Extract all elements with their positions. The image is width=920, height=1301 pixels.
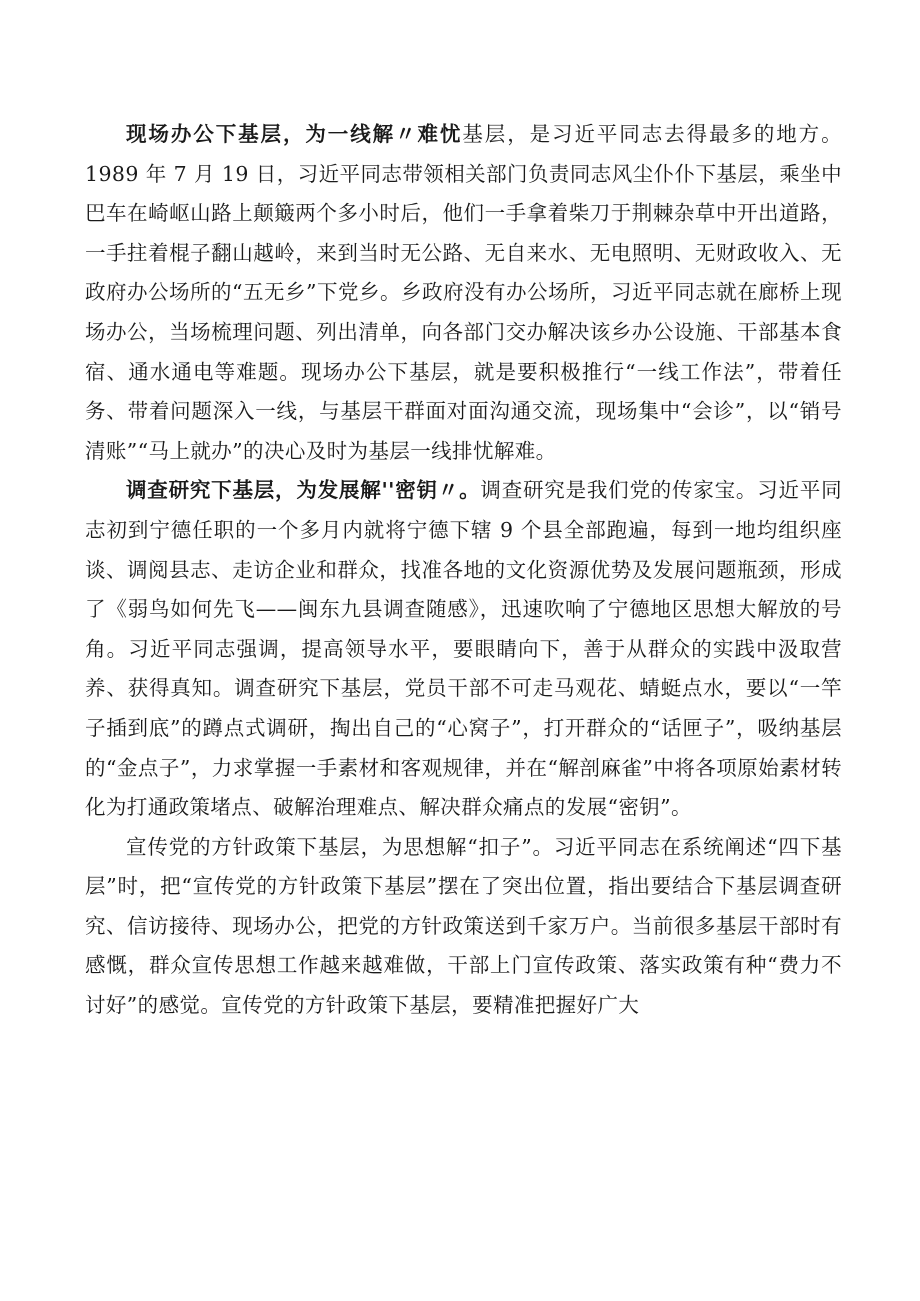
paragraph-investigation [85, 471, 842, 827]
paragraph-policy-publicity [85, 828, 842, 1026]
paragraph-body: 宣传党的方针政策下基层，为思想解“扣子”。习近平同志在系统阐述“四下基层”时，把“宣传党的方针政策下基层”摆在了突出位置，指出要结合下基层调查研究、信访接待、现场办公，把党的方针政策送到千家万户。当前很多基层干部时有感慨，群众宣传思想工作越来越难做，干部上门宣传政策、落实政策有种“费力不讨好”的感觉。宣传党的方针政策下基层，要精准把握好广大 [85, 834, 842, 1018]
paragraph-body: 调查研究是我们党的传家宝。习近平同志初到宁德任职的一个多月内就将宁德下辖 9 个县全部跑遍，每到一地均组织座谈、调阅县志、走访企业和群众，找准各地的文化资源优势及发展问题瓶颈，形成了《弱鸟如何先飞——闽东九县调查随感》，迅速吹响了宁德地区思想大解放的号角。习近平同志强调，提高领导水平，要眼睛向下，善于从群众的实践中汲取营养、获得真知。调查研究下基层，党员干部不可走马观花、蜻蜓点水，要以“一竿子插到底”的蹲点式调研，掏出自己的“心窝子”，打开群众的“话匣子”，吸纳基层的“金点子”，力求掌握一手素材和客观规律，并在“解剖麻雀”中将各项原始素材转化为打通政策堵点、破解治理难点、解决群众痛点的发展“密钥”。 [85, 478, 842, 820]
paragraph-lead: 现场办公下基层，为一线解〃难忧 [126, 122, 463, 146]
paragraph-onsite-office [85, 115, 842, 471]
paragraph-lead: 调查研究下基层，为发展解''密钥〃。 [126, 478, 481, 503]
paragraph-body: 基层，是习近平同志去得最多的地方。1989 年 7 月 19 日，习近平同志带领相关部门负责同志风尘仆仆下基层，乘坐中巴车在崎岖山路上颠簸两个多小时后，他们一手拿着柴刀于荆棘杂草中开出道路，一手拄着棍子翻山越岭，来到当时无公路、无自来水、无电照明、无财政收入、无政府办公场所的“五无乡”下党乡。乡政府没有办公场所，习近平同志就在廊桥上现场办公，当场梳理问题、列出清单，向各部门交办解决该乡办公设施、干部基本食宿、通水通电等难题。现场办公下基层，就是要积极推行“一线工作法”，带着任务、带着问题深入一线，与基层干群面对面沟通交流，现场集中“会诊”，以“销号清账”“马上就办”的决心及时为基层一线排忧解难。 [85, 122, 842, 463]
